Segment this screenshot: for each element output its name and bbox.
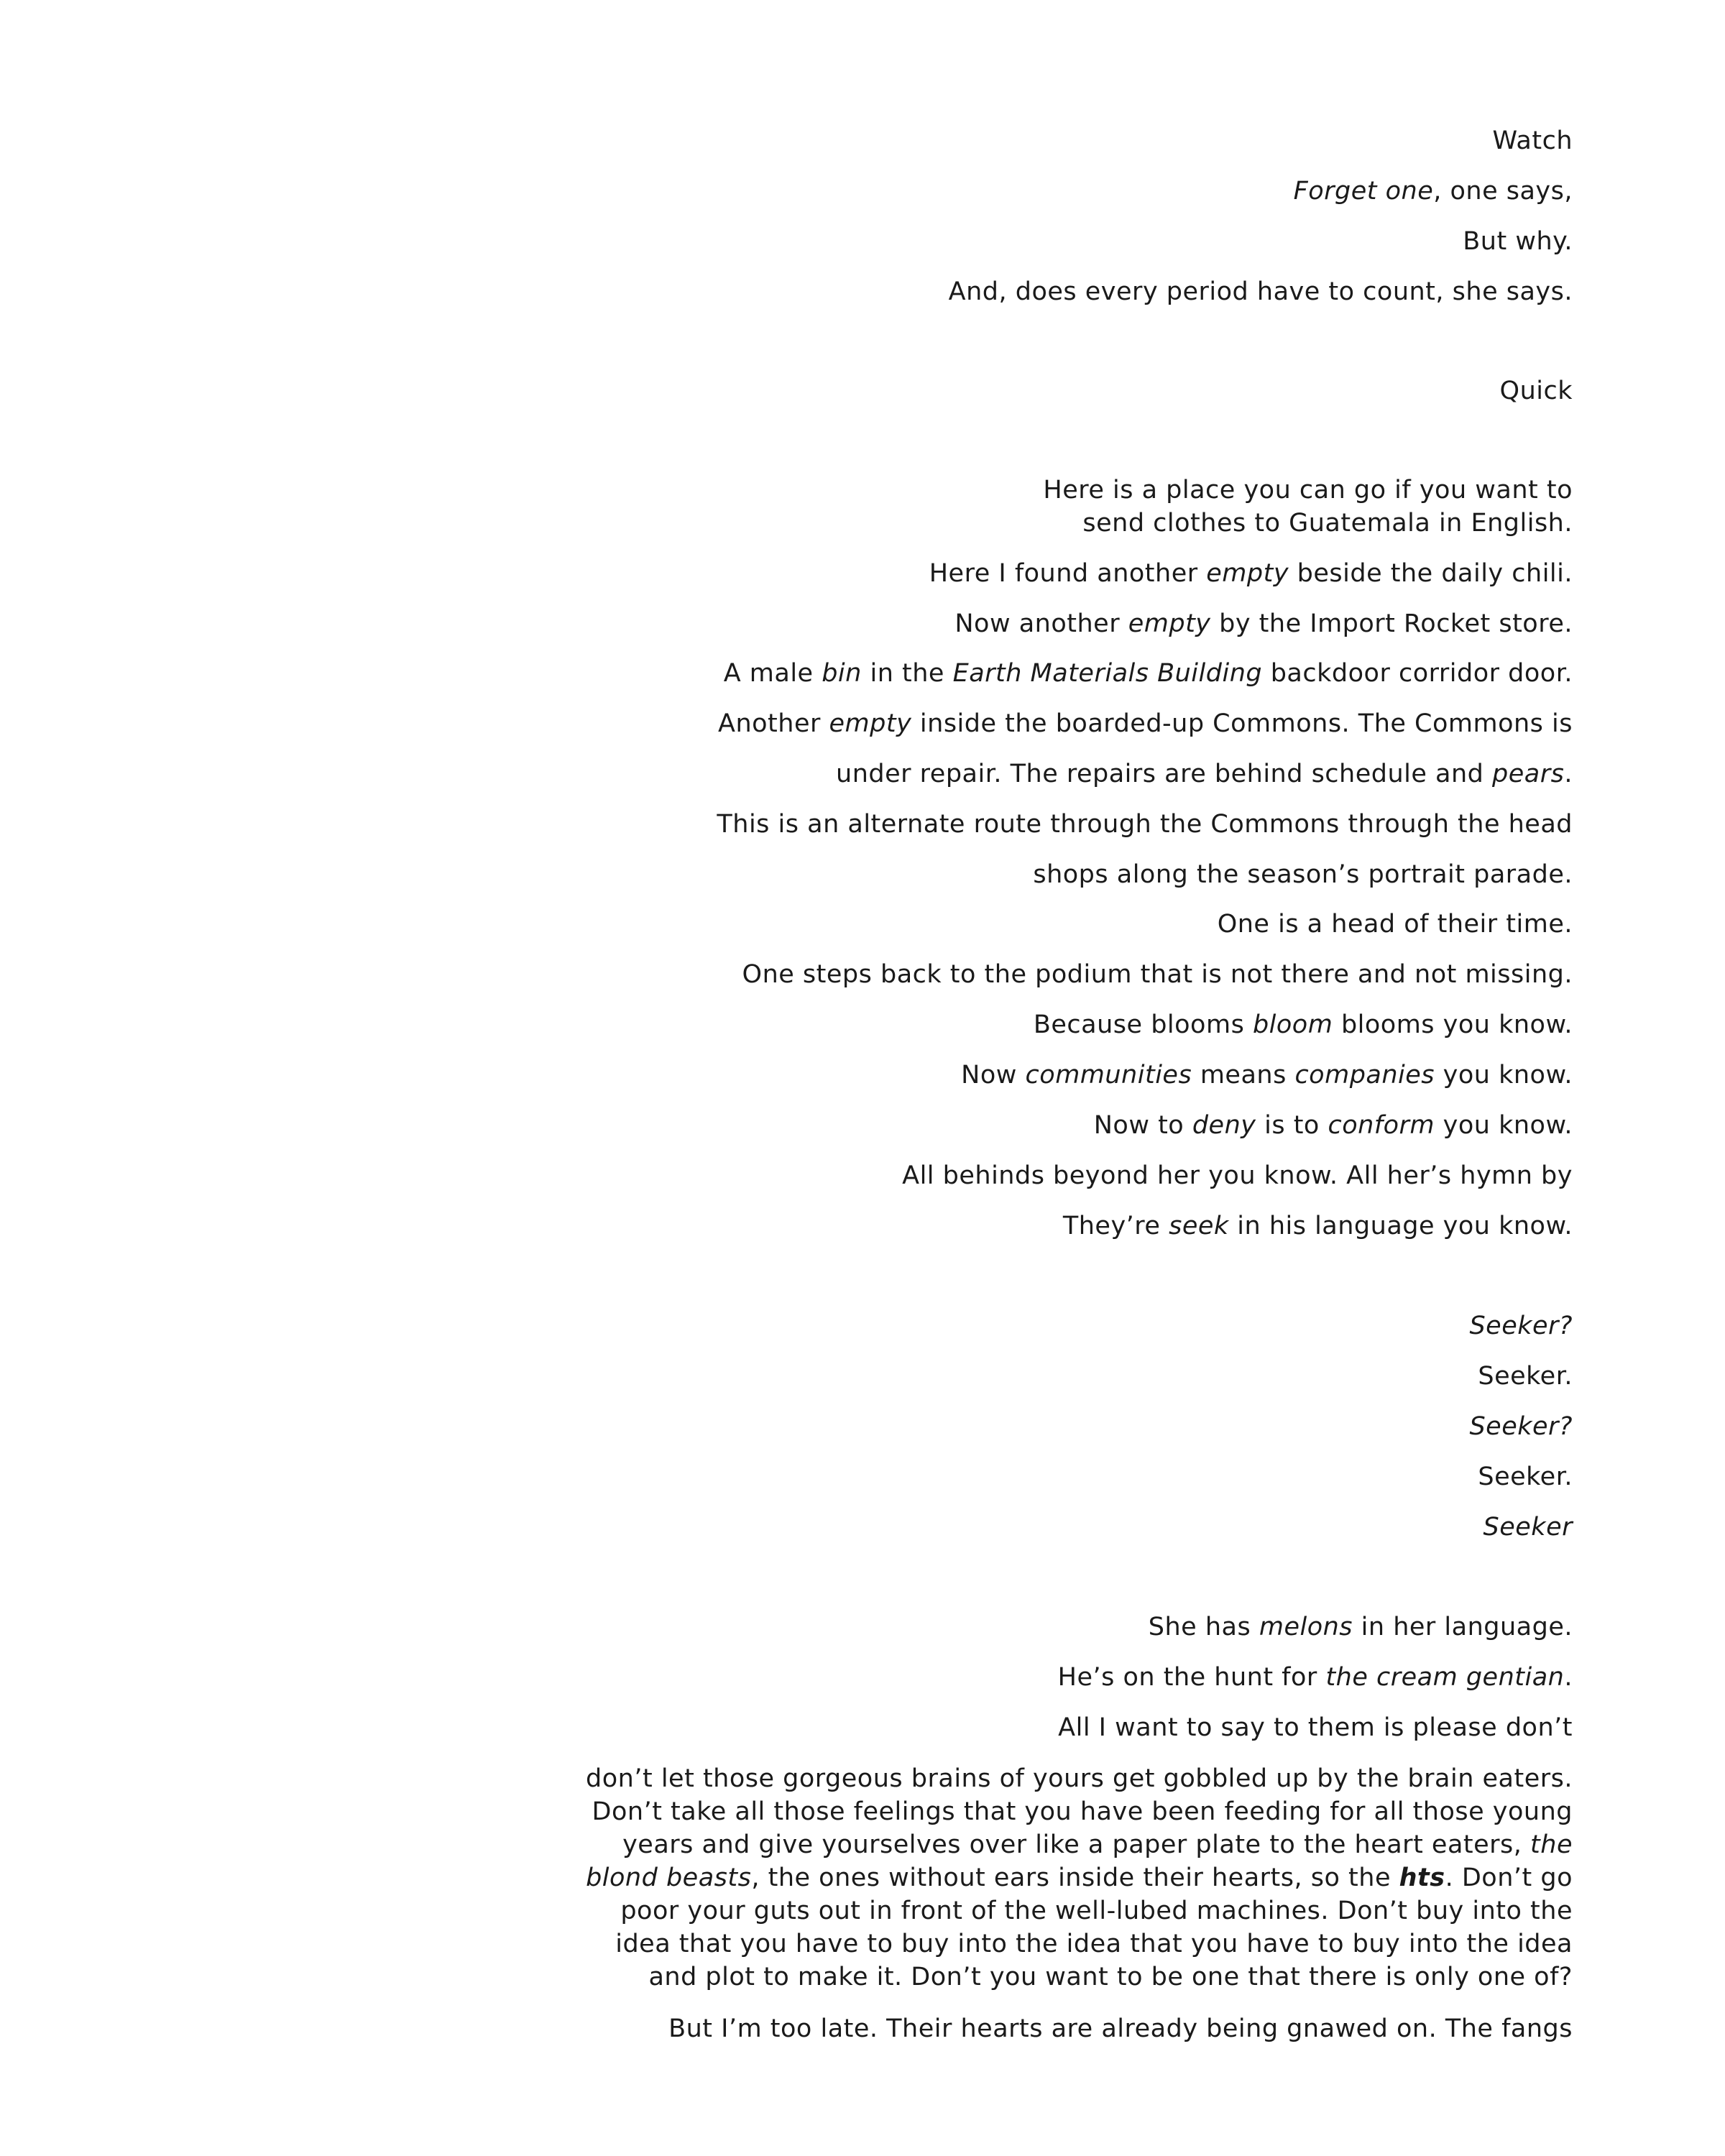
text-run: means [1192,1061,1295,1089]
italic-text-run: Seeker? [1469,1412,1573,1441]
poem-line [902,1159,1573,1192]
italic-text-run: Seeker? [1469,1312,1573,1340]
poem-line [1469,1410,1573,1443]
italic-text-run: bloom [1252,1010,1333,1039]
italic-text-run: melons [1259,1613,1353,1641]
poem-line [1294,175,1573,208]
text-run: in his language you know. [1228,1212,1573,1240]
poem-line [724,657,1573,690]
text-run: Because blooms [1033,1010,1253,1039]
text-run: Now [961,1061,1026,1089]
text-run: , one says, [1433,177,1573,206]
poem-line [1058,1661,1573,1694]
text-run: . [1564,1663,1573,1692]
text-run: . Don’t go poor your guts out in front of the well-lubed machines. Don’t buy into the idea that you have to buy into the idea that you have to buy into the idea and plot to make it. Don’t you want to be one that there is only one of? [615,1864,1573,1991]
italic-text-run: conform [1328,1111,1435,1140]
text-run: beside the daily chili. [1289,559,1573,588]
italic-text-run: Forget one [1293,177,1434,206]
text-run: All I want to say to them is please don’t [1058,1713,1573,1742]
text-run: Now another [954,609,1128,638]
poem-line [1469,1309,1573,1342]
poem-line [1058,1711,1573,1744]
text-run: And, does every period have to count, she says. [948,277,1573,306]
text-run: you know. [1435,1061,1573,1089]
bold-text-run: hts [1399,1864,1445,1892]
text-run: Now to [1093,1111,1192,1140]
italic-text-run: bin [822,659,862,688]
text-run: . [1564,760,1573,788]
text-run: is to [1256,1111,1328,1140]
text-run: But I’m too late. Their hearts are already being gnawed on. The fangs [668,2014,1573,2043]
italic-text-run: seek [1169,1212,1229,1240]
text-run: don’t let those gorgeous brains of yours get gobbled up by the brain eaters. Don’t take all those feelings that you have been feeding for all those young years and give yourselves over like a paper plate to the heart eaters, [586,1764,1573,1859]
section-title [1500,374,1573,407]
poem-line [668,2012,1573,2045]
text-run: Seeker. [1478,1462,1573,1491]
text-run: send clothes to Guatemala in English. [1082,509,1573,538]
poem-line [1478,1360,1573,1393]
italic-text-run: communities [1025,1061,1192,1089]
poem-line [1034,1008,1573,1041]
poem-line [742,958,1573,991]
text-run: She has [1148,1613,1259,1641]
text-run: This is an alternate route through the Commons through the head [717,810,1573,839]
poem-line [1149,1611,1573,1644]
poem-line [836,757,1573,791]
italic-text-run: companies [1294,1061,1435,1089]
text-run: in her language. [1353,1613,1573,1641]
poem-line [961,1059,1573,1092]
text-run: Seeker. [1478,1362,1573,1391]
poem-line [1484,1511,1573,1544]
poem-paragraph [566,1762,1573,1994]
poem-line [949,275,1573,308]
italic-text-run: the blond beasts [586,1830,1573,1892]
italic-text-run: the cream gentian [1325,1663,1565,1692]
poem-line [954,607,1573,640]
italic-text-run: empty [1128,609,1211,638]
poem-line [929,557,1573,590]
text-run: One is a head of their time. [1217,910,1573,939]
poem-line [718,707,1573,740]
poem-line [1493,124,1573,157]
poem-line [1094,1109,1573,1142]
text-run: under repair. The repairs are behind schedule and [836,760,1493,788]
text-run: Another [718,709,829,738]
poem-line [1478,1460,1573,1493]
italic-text-run: pears [1492,760,1565,788]
italic-text-run: Seeker [1483,1513,1573,1542]
text-run: backdoor corridor door. [1262,659,1573,688]
text-run: A male [723,659,822,688]
text-run: blooms you know. [1333,1010,1573,1039]
text-run: in the [861,659,953,688]
text-run: by the Import Rocket store. [1210,609,1573,638]
italic-text-run: empty [829,709,912,738]
poem-line [1063,1210,1573,1243]
poem-line [1082,507,1573,540]
text-run: They’re [1062,1212,1169,1240]
text-run: inside the boarded-up Commons. The Commons is [911,709,1573,738]
text-run: Here is a place you can go if you want to [1043,476,1573,505]
text-run: Here I found another [929,559,1207,588]
poem-line [1033,858,1573,891]
text-run: , the ones without ears inside their hearts, so the [751,1864,1399,1892]
italic-text-run: Earth Materials Building [952,659,1263,688]
italic-text-run: empty [1206,559,1289,588]
text-run: shops along the season’s portrait parade. [1033,860,1573,889]
text-run: you know. [1435,1111,1573,1140]
italic-text-run: deny [1192,1111,1256,1140]
text-run: All behinds beyond her you know. All her’s hymn by [902,1161,1573,1190]
text-run: Quick [1499,377,1573,405]
text-run: He’s on the hunt for [1057,1663,1326,1692]
text-run: Watch [1492,126,1573,155]
text-run: One steps back to the podium that is not there and not missing. [742,960,1573,989]
poem-line [1463,225,1573,258]
poem-line [1043,474,1573,507]
poem-line [717,808,1573,841]
poem-line [1218,908,1573,941]
text-run: But why. [1463,227,1573,256]
